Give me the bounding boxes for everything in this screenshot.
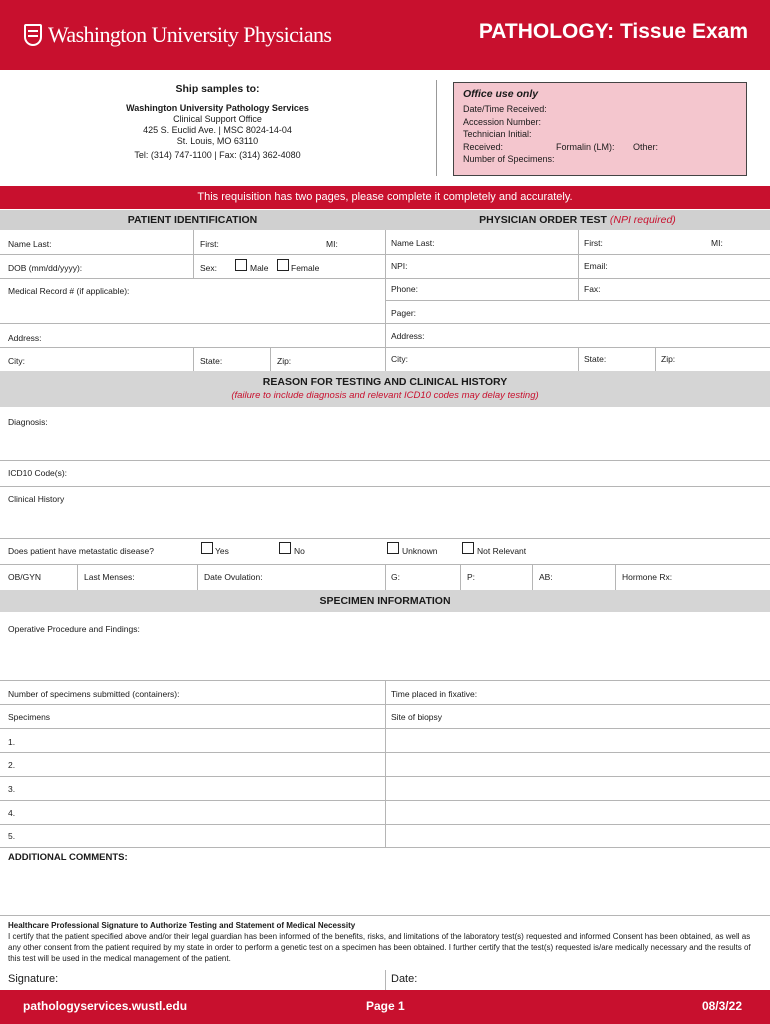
obgyn-col-line [77, 564, 78, 590]
physician-zip-label: Zip: [661, 354, 676, 364]
patient-name-last-label: Name Last: [8, 239, 52, 249]
physician-email-label: Email: [584, 261, 608, 271]
metastatic-yes-checkbox[interactable] [201, 542, 213, 554]
metastatic-yes-label: Yes [215, 546, 229, 556]
p-label: P: [467, 572, 476, 582]
date-label: Date: [391, 973, 418, 985]
ship-heading: Ship samples to: [175, 83, 260, 95]
specimen-row-line [0, 800, 770, 801]
patient-zip-label: Zip: [277, 356, 292, 366]
physician-first-label: First: [584, 238, 603, 248]
patient-first-label: First: [200, 239, 219, 249]
office-formalin: Formalin (LM): [556, 141, 615, 152]
reason-heading: REASON FOR TESTING AND CLINICAL HISTORY [262, 376, 508, 388]
id-row-line [385, 300, 770, 301]
obgyn-col-line [385, 564, 386, 590]
reason-note: (failure to include diagnosis and relevant ICD10 codes may delay testing) [231, 390, 539, 401]
id-col-line [578, 230, 579, 300]
reason-row-line [0, 460, 770, 461]
metastatic-no-checkbox[interactable] [279, 542, 291, 554]
specimen-row-number: 2. [8, 760, 16, 770]
physician-city-label: City: [391, 354, 408, 364]
patient-heading: PATIENT IDENTIFICATION [127, 214, 258, 226]
specimen-heading: SPECIMEN INFORMATION [319, 595, 451, 607]
specimen-center-divider [385, 680, 386, 848]
patient-mi-label: MI: [326, 239, 338, 249]
physician-heading [385, 214, 770, 226]
num-specimens-label: Number of specimens submitted (containers): [8, 689, 180, 699]
specimen-row-line [0, 776, 770, 777]
shield-icon [24, 24, 42, 46]
certification-text: I certify that the patient specified above and/or their legal guardian has been informed of the benefits, risks, and limitations of the laboratory test(s) requested and informed Consent has been obtained, as well as any other consent from the patient required by my state in order to perform a genetic test on a specimen has been obtained. I further certify that the test(s) requested is/are medically necessary and the results of this test will be used in the medical management of the patient. [8, 932, 751, 963]
ab-label: AB: [539, 572, 553, 582]
specimen-row-number: 4. [8, 808, 16, 818]
office-specimens: Number of Specimens: [463, 154, 555, 165]
physician-address-label: Address: [391, 331, 425, 341]
time-fixative-label: Time placed in fixative: [391, 689, 478, 699]
comments-bottom-line [0, 915, 770, 916]
office-accession: Accession Number: [463, 116, 542, 127]
physician-npi-label: NPI: [391, 261, 408, 271]
additional-comments-label: ADDITIONAL COMMENTS: [8, 852, 128, 863]
metastatic-not-relevant-label: Not Relevant [477, 546, 527, 556]
office-received: Received: [463, 141, 504, 152]
office-technician: Technician Initial: [463, 129, 532, 140]
ship-org: Washington University Pathology Services [126, 103, 309, 113]
office-use-box [453, 82, 747, 176]
specimen-row-number: 3. [8, 784, 16, 794]
ship-line1: Clinical Support Office [173, 114, 262, 124]
physician-fax-label: Fax: [584, 284, 601, 294]
physician-mi-label: MI: [711, 238, 723, 248]
last-menses-label: Last Menses: [84, 572, 135, 582]
specimen-row-line [0, 847, 770, 848]
obgyn-col-line [532, 564, 533, 590]
specimen-row-number: 5. [8, 831, 16, 841]
date-ovulation-label: Date Ovulation: [204, 572, 263, 582]
specimen-heading-band [0, 590, 770, 612]
patient-sex-label: Sex: [200, 263, 218, 273]
physician-state-label: State: [584, 354, 607, 364]
specimen-row-line [0, 824, 770, 825]
signature-row [0, 970, 770, 990]
obgyn-label: OB/GYN [8, 572, 42, 582]
reason-row-line [0, 538, 770, 539]
diagnosis-label: Diagnosis: [8, 417, 48, 427]
university-logo [24, 22, 331, 48]
female-checkbox[interactable] [277, 259, 289, 271]
header-divider [436, 80, 437, 176]
hormone-rx-label: Hormone Rx: [622, 572, 673, 582]
specimen-row-line [0, 728, 770, 729]
footer-version-date: 08/3/22 [701, 999, 742, 1013]
id-col-line [270, 347, 271, 371]
requisition-banner: This requisition has two pages, please complete it completely and accurately. [0, 186, 770, 209]
form-title: PATHOLOGY: Tissue Exam [478, 20, 748, 43]
office-datetime: Date/Time Received: [463, 104, 547, 115]
id-row-line [0, 278, 770, 279]
metastatic-label: Does patient have metastatic disease? [8, 546, 155, 556]
icd10-label: ICD10 Code(s): [8, 468, 68, 478]
id-col-line [193, 347, 194, 371]
patient-city-label: City: [8, 356, 25, 366]
site-biopsy-label: Site of biopsy [391, 712, 443, 722]
signature-label: Signature: [8, 973, 59, 985]
male-checkbox[interactable] [235, 259, 247, 271]
patient-mrn-label: Medical Record # (if applicable): [8, 286, 130, 296]
physician-heading-note: (NPI required) [609, 214, 676, 226]
physician-heading-text: PHYSICIAN ORDER TEST [479, 214, 607, 226]
specimen-row-line [0, 704, 770, 705]
obgyn-col-line [460, 564, 461, 590]
patient-state-label: State: [200, 356, 223, 366]
male-label: Male [250, 263, 269, 273]
footer-page-number: Page 1 [366, 999, 405, 1013]
obgyn-col-line [197, 564, 198, 590]
g-label: G: [391, 572, 400, 582]
footer-url: pathologyservices.wustl.edu [23, 999, 188, 1013]
office-heading: Office use only [463, 88, 539, 100]
certification-heading: Healthcare Professional Signature to Authorize Testing and Statement of Medical Necessity [8, 921, 356, 930]
ship-tel: Tel: (314) 747-1100 | Fax: (314) 362-4080 [134, 150, 301, 160]
page-header [0, 0, 770, 70]
patient-dob-label: DOB (mm/dd/yyyy): [8, 263, 83, 273]
certification-block [8, 920, 760, 964]
physician-phone-label: Phone: [391, 284, 418, 294]
metastatic-not-relevant-checkbox[interactable] [462, 542, 474, 554]
signature-divider [385, 970, 386, 990]
ship-to-block [0, 84, 435, 161]
id-heading-band [0, 210, 770, 230]
female-label: Female [291, 263, 320, 273]
metastatic-unknown-checkbox[interactable] [387, 542, 399, 554]
physician-pager-label: Pager: [391, 308, 417, 318]
operative-label: Operative Procedure and Findings: [8, 624, 140, 634]
obgyn-col-line [615, 564, 616, 590]
clinical-history-label: Clinical History [8, 494, 65, 504]
specimen-row-number: 1. [8, 737, 16, 747]
reason-row-line [0, 486, 770, 487]
metastatic-unknown-label: Unknown [402, 546, 438, 556]
office-other: Other: [633, 141, 659, 152]
specimen-row-line [0, 752, 770, 753]
id-row-line [0, 323, 770, 324]
id-col-line [655, 347, 656, 371]
id-col-line [578, 347, 579, 371]
ship-line2: 425 S. Euclid Ave. | MSC 8024-14-04 [143, 125, 292, 135]
physician-name-last-label: Name Last: [391, 238, 435, 248]
metastatic-no-label: No [294, 546, 305, 556]
id-col-line [193, 230, 194, 278]
logo-text: Washington University Physicians [48, 22, 332, 47]
id-row-line [0, 254, 770, 255]
ship-line3: St. Louis, MO 63110 [176, 136, 259, 146]
page-footer [0, 990, 770, 1024]
patient-address-label: Address: [8, 333, 42, 343]
specimens-label: Specimens [8, 712, 51, 722]
reason-heading-band [0, 371, 770, 407]
